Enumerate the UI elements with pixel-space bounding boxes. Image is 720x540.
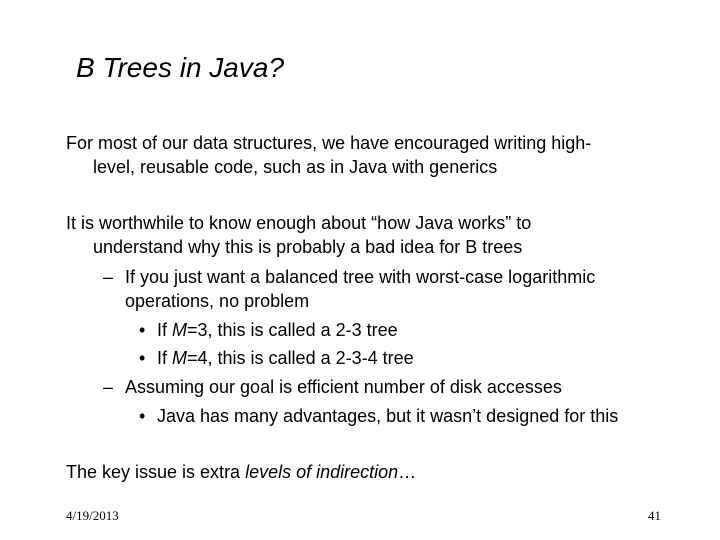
- slide-title: B Trees in Java?: [76, 52, 285, 83]
- paragraph-2-line-2: understand why this is probably a bad idea for B trees: [93, 237, 523, 257]
- paragraph-1-line-1: For most of our data structures, we have encouraged writing high-: [66, 133, 592, 153]
- bullet-m3-post: =3, this is called a 2-3 tree: [187, 320, 398, 340]
- paragraph-3: [66, 462, 416, 483]
- paragraph-3-post: …: [398, 462, 417, 482]
- bullet-m4: [157, 348, 414, 369]
- bullet-marker: •: [139, 406, 146, 426]
- bullet-m4-post: =4, this is called a 2-3-4 tree: [187, 348, 414, 368]
- paragraph-1-line-2: level, reusable code, such as in Java with generics: [93, 157, 498, 177]
- bullet-marker: •: [139, 348, 146, 368]
- subpoint-2: Assuming our goal is efficient number of disk accesses: [125, 377, 562, 397]
- subpoint-1-line-2: operations, no problem: [125, 291, 310, 311]
- footer-date: 4/19/2013: [66, 508, 119, 523]
- bullet-m3-pre: If: [157, 320, 173, 340]
- bullet-java: Java has many advantages, but it wasn’t designed for this: [157, 406, 619, 426]
- paragraph-3-pre: The key issue is extra: [66, 462, 246, 482]
- dash-marker: –: [103, 377, 114, 397]
- paragraph-3-emphasis: levels of indirection: [245, 462, 399, 482]
- page-number: 41: [648, 508, 661, 523]
- dash-marker: –: [103, 267, 114, 287]
- bullet-m4-pre: If: [157, 348, 173, 368]
- bullet-marker: •: [139, 320, 146, 340]
- variable-m: M: [172, 320, 188, 340]
- paragraph-2-line-1: It is worthwhile to know enough about “how Java works” to: [66, 213, 532, 233]
- variable-m: M: [172, 348, 188, 368]
- bullet-m3: [157, 320, 398, 341]
- subpoint-1-line-1: If you just want a balanced tree with worst-case logarithmic: [125, 267, 596, 287]
